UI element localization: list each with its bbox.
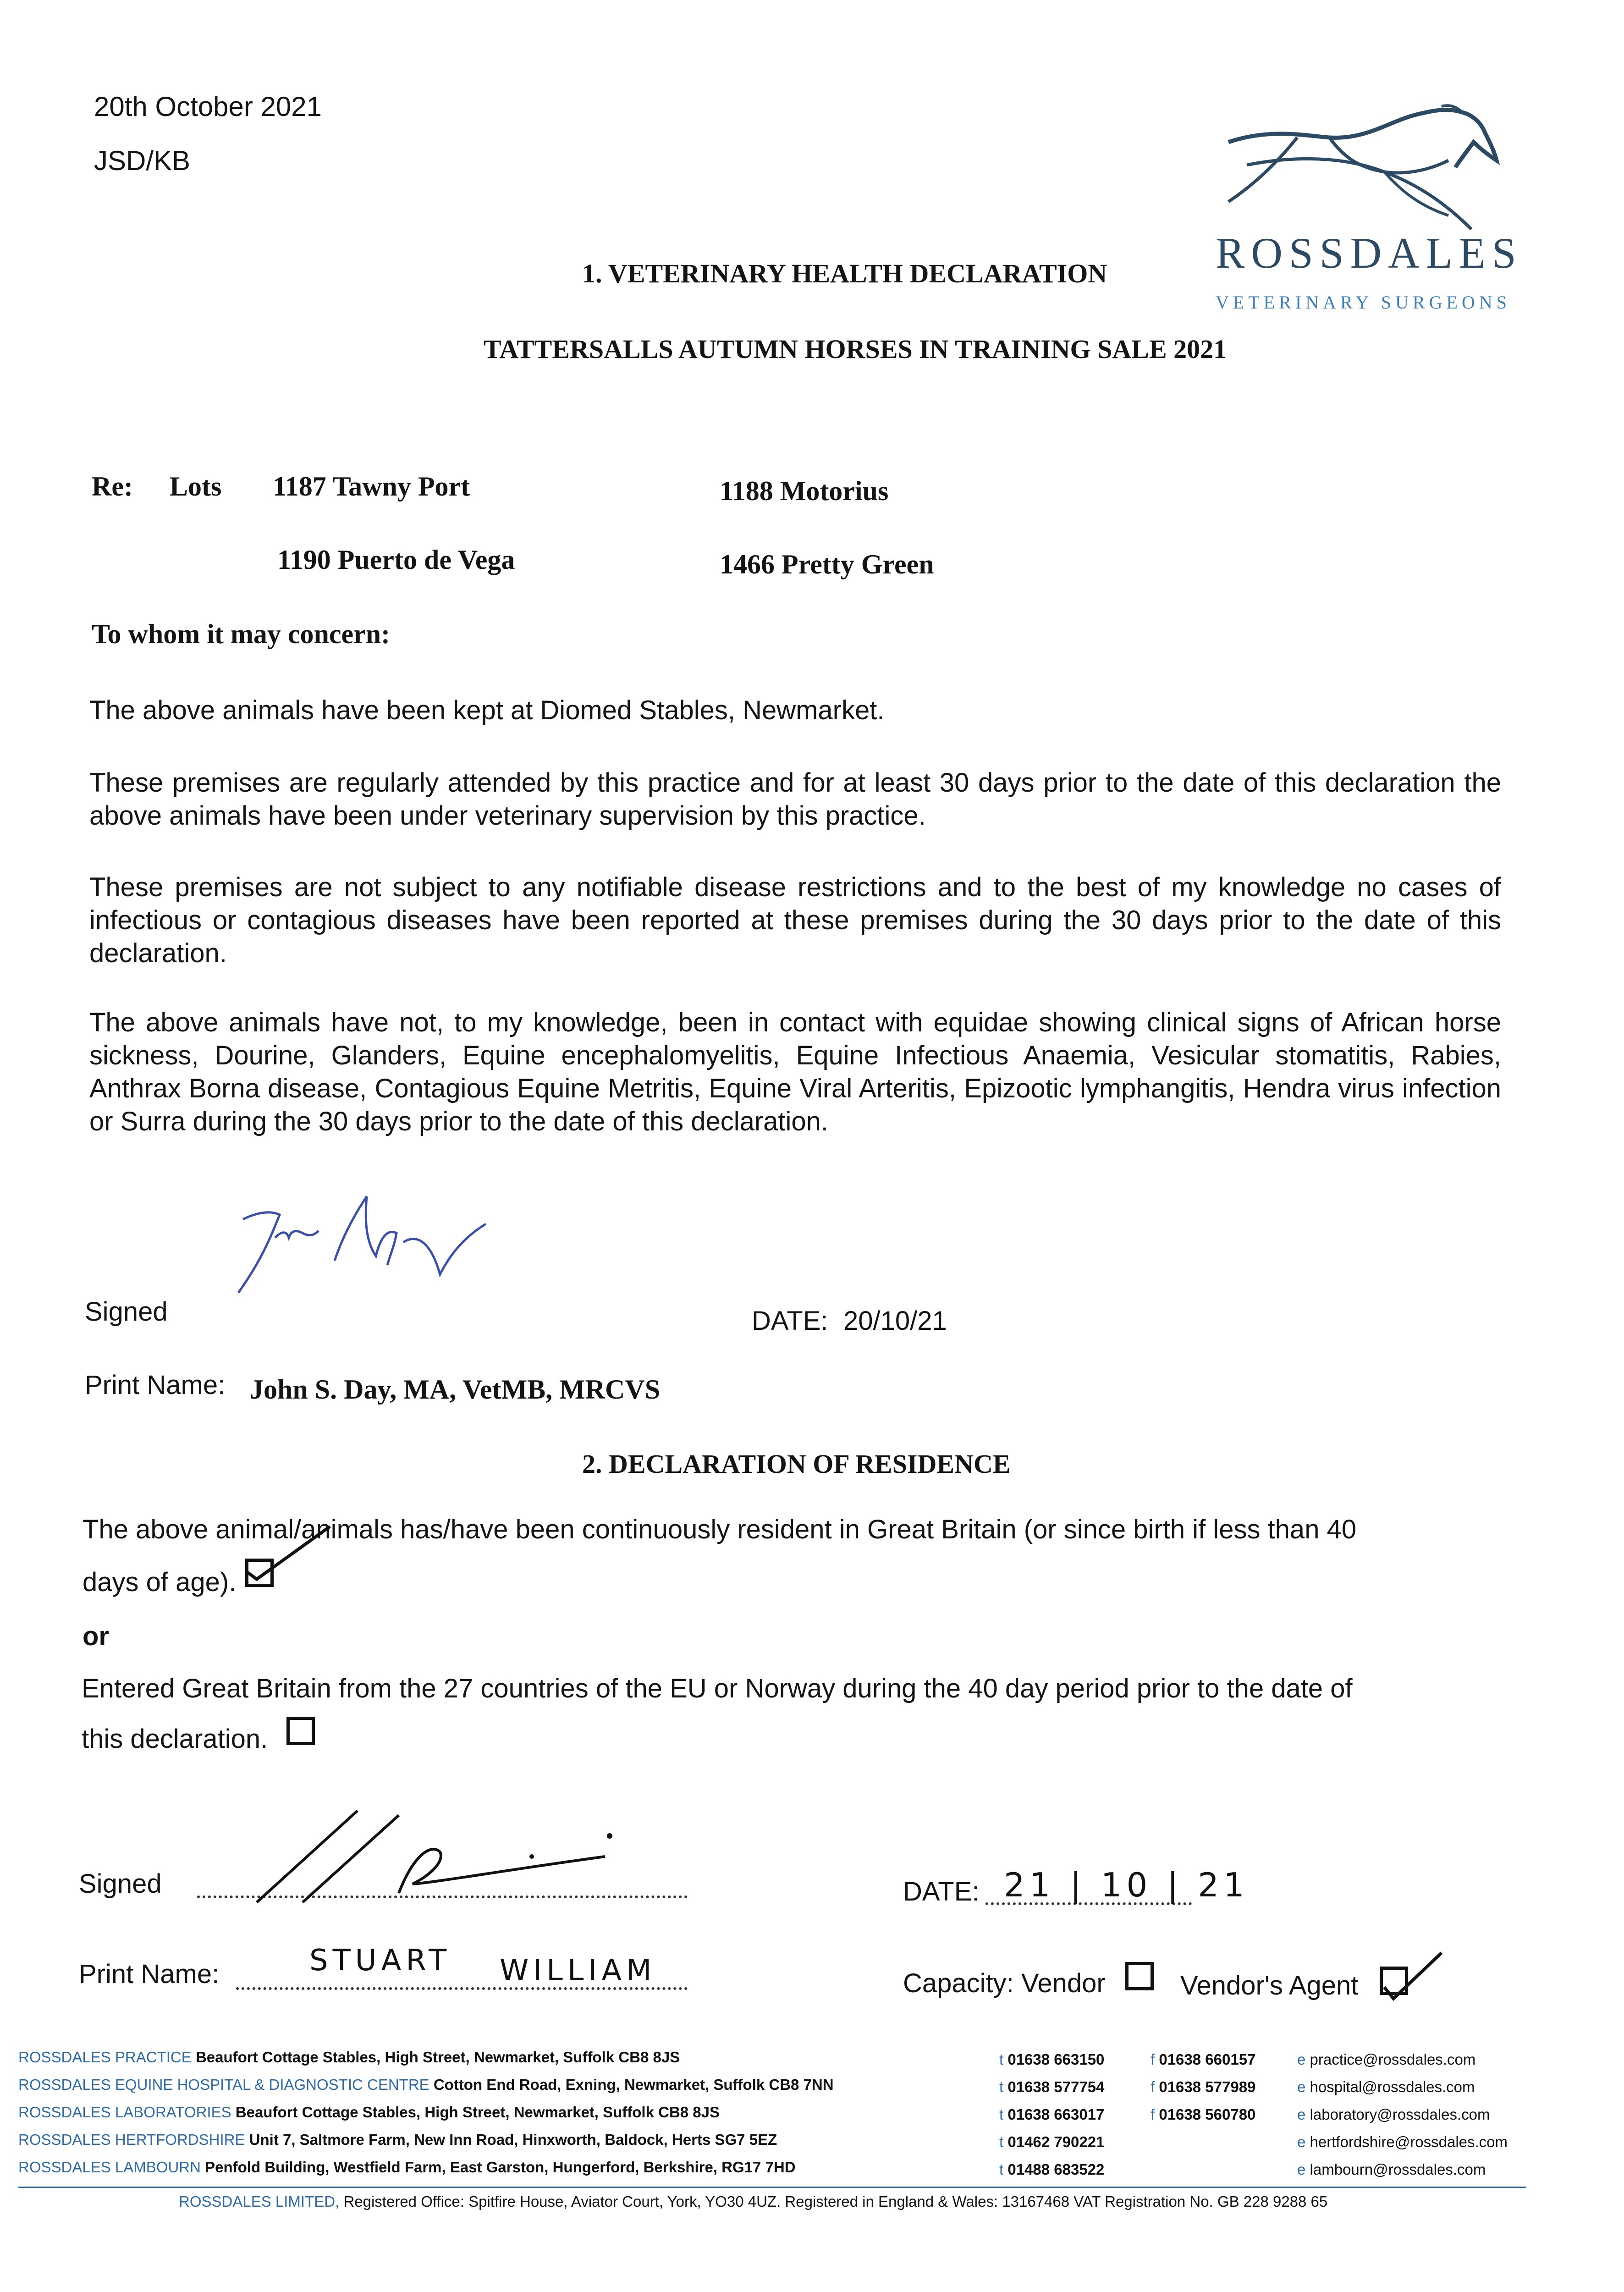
office-address: Penfold Building, Westfield Farm, East Garston, Hungerford, Berkshire, RG17 7HD [205,2159,796,2176]
fax-prefix: f [1151,2078,1155,2095]
or-separator: or [83,1621,109,1651]
checkmark-icon [243,1517,335,1586]
print-name-value: John S. Day, MA, VetMB, MRCVS [250,1374,661,1405]
phone-number: 01488 683522 [1007,2161,1105,2178]
email-prefix: e [1297,2133,1306,2150]
residence-option2-checkbox[interactable] [286,1717,315,1745]
office-address: Beaufort Cottage Stables, High Street, Newmarket, Suffolk CB8 8JS [235,2104,720,2121]
email-prefix: e [1297,2106,1306,2123]
fax-number: 01638 560780 [1159,2106,1256,2123]
salutation: To whom it may concern: [92,619,391,649]
paragraph: These premises are regularly attended by this practice and for at least 30 days prior to the date of this declaration the above animals have been under veterinary supervision by this practice. [89,768,1501,831]
email-prefix: e [1297,2161,1306,2178]
rossdales-logo [1192,87,1522,325]
lots-label: Lots [170,471,222,501]
footer [0,2049,1624,2232]
paragraph: The above animals have not, to my knowledge, been in contact with equidae showing clinical signs of African horse sickness, Dourine, Glanders, Equine encephalomyelitis, Equine Infectious Anaemia, Vesicular stomatitis, Rabies, Anthrax Borna disease, Contagious Equine Metritis, Equine Viral Arteritis, Epizootic lymphangitis, Hendra virus infection or Surra during the 30 days prior to the date of this declaration. [89,1008,1501,1136]
lot-item: 1187 Tawny Port [273,471,470,501]
email-prefix: e [1297,2078,1306,2095]
date-value-handwritten: 21 | 10 | 21 [1004,1866,1249,1904]
signature-vet [229,1187,513,1297]
email-prefix: e [1297,2051,1306,2068]
office-phone [999,2161,1104,2178]
office-phone [999,2134,1104,2150]
footer-divider [18,2187,1526,2188]
date-label: DATE: [903,1877,980,1906]
print-name-handwritten: STUART [309,1944,451,1978]
print-name-label: Print Name: [85,1370,226,1400]
footer-office-row [18,2077,834,2093]
lot-item: 1190 Puerto de Vega [277,545,515,575]
office-name: ROSSDALES LAMBOURN [18,2159,201,2176]
footer-office-row [18,2049,680,2066]
print-name-label: Print Name: [79,1959,220,1989]
footer-office-row [18,2159,796,2176]
reference-code: JSD/KB [94,145,191,176]
office-phone [999,2079,1104,2095]
footer-office-row [18,2132,777,2148]
vendor-checkbox[interactable] [1125,1962,1154,1990]
phone-number: 01638 663017 [1007,2106,1105,2123]
phone-number: 01638 663150 [1007,2051,1105,2068]
office-fax [1151,2051,1255,2068]
re-label: Re: [92,471,133,501]
date-value: 20/10/21 [843,1306,947,1336]
office-phone [999,2106,1104,2123]
office-phone [999,2051,1104,2068]
capacity-label: Capacity: Vendor [903,1968,1106,1998]
phone-prefix: t [999,2051,1004,2068]
registered-details: Registered Office: Spitfire House, Aviator Court, York, YO30 4UZ. Registered in England & Wales: 13167468 VAT Registration No. GB 228 9288 65 [343,2193,1328,2210]
registered-office [179,2193,1327,2210]
section1-subtitle: TATTERSALLS AUTUMN HORSES IN TRAINING SALE 2021 [484,334,1227,364]
email-address[interactable]: hertfordshire@rossdales.com [1310,2133,1508,2150]
vendors-agent-label: Vendor's Agent [1180,1971,1359,2000]
email-address[interactable]: practice@rossdales.com [1310,2051,1476,2068]
fax-number: 01638 660157 [1159,2051,1256,2068]
section2-title: 2. DECLARATION OF RESIDENCE [582,1449,1011,1479]
fax-prefix: f [1151,2106,1155,2123]
phone-number: 01462 790221 [1007,2133,1105,2150]
residence-option2-text: Entered Great Britain from the 27 countries of the EU or Norway during the 40 day period prior to the date of [82,1674,1353,1703]
phone-number: 01638 577754 [1007,2078,1105,2095]
fax-number: 01638 577989 [1159,2078,1256,2095]
office-email[interactable] [1297,2161,1486,2178]
logo-name: ROSSDALES [1216,229,1523,277]
office-name: ROSSDALES EQUINE HOSPITAL & DIAGNOSTIC CENTRE [18,2076,429,2093]
paragraph: The above animals have been kept at Diomed Stables, Newmarket. [89,695,885,725]
office-name: ROSSDALES HERTFORDSHIRE [18,2131,245,2148]
office-email[interactable] [1297,2051,1475,2068]
registered-name: ROSSDALES LIMITED, [179,2193,340,2210]
signature-vendor [248,1802,660,1921]
office-email[interactable] [1297,2106,1490,2123]
running-horse-logo-icon [1192,87,1522,238]
footer-office-row [18,2104,720,2121]
email-address[interactable]: lambourn@rossdales.com [1310,2161,1486,2178]
signed-label: Signed [79,1869,162,1899]
logo-subtitle: VETERINARY SURGEONS [1216,292,1511,313]
paragraph: These premises are not subject to any notifiable disease restrictions and to the best of my knowledge no cases of infectious or contagious diseases have been reported at these premises during the 30 days prior to the date of this declaration. [89,872,1501,968]
checkmark-icon [1377,1948,1451,2008]
office-email[interactable] [1297,2134,1508,2150]
lot-item: 1188 Motorius [720,476,889,506]
date-label: DATE: [752,1306,828,1336]
office-fax [1151,2106,1255,2123]
signed-label: Signed [85,1297,168,1327]
office-fax [1151,2079,1255,2095]
phone-prefix: t [999,2078,1004,2095]
section1-title: 1. VETERINARY HEALTH DECLARATION [582,259,1107,288]
residence-option1-text: days of age). [83,1567,237,1597]
letter-date: 20th October 2021 [94,91,322,122]
office-name: ROSSDALES PRACTICE [18,2049,192,2066]
fax-prefix: f [1151,2051,1155,2068]
phone-prefix: t [999,2133,1004,2150]
lot-item: 1466 Pretty Green [720,549,934,579]
print-name-handwritten: WILLIAM [500,1954,656,1988]
office-address: Unit 7, Saltmore Farm, New Inn Road, Hinxworth, Baldock, Herts SG7 5EZ [249,2131,777,2148]
office-address: Cotton End Road, Exning, Newmarket, Suffolk CB8 7NN [433,2076,834,2093]
email-address[interactable]: laboratory@rossdales.com [1310,2106,1490,2123]
phone-prefix: t [999,2106,1004,2123]
office-address: Beaufort Cottage Stables, High Street, Newmarket, Suffolk CB8 8JS [195,2049,680,2066]
phone-prefix: t [999,2161,1004,2178]
office-email[interactable] [1297,2079,1475,2095]
office-name: ROSSDALES LABORATORIES [18,2104,231,2121]
email-address[interactable]: hospital@rossdales.com [1310,2078,1475,2095]
residence-option2-text: this declaration. [82,1724,268,1754]
residence-option1-text: The above animal/animals has/have been continuously resident in Great Britain (or since birth if less than 40 [83,1515,1357,1544]
